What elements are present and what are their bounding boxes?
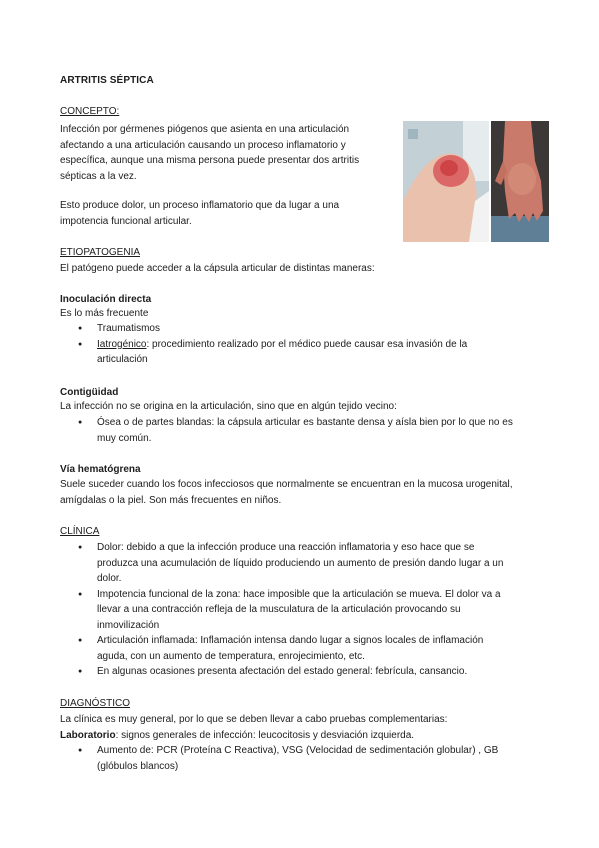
etiopatogenia-heading: ETIOPATOGENIA <box>60 247 141 258</box>
hematogena-paragraph <box>60 477 513 508</box>
laboratorio-label: Laboratorio <box>60 730 116 741</box>
list-item <box>78 540 503 587</box>
clinica-list <box>78 540 503 680</box>
inoculacion-text: Es lo más frecuente <box>60 308 149 319</box>
contiguidad-list <box>78 415 513 446</box>
inoculacion-heading: Inoculación directa <box>60 294 152 305</box>
list-item <box>78 415 513 446</box>
concepto-paragraph <box>60 122 359 184</box>
hematogena-line: amígdalas o la piel. Son más frecuentes en niños. <box>60 494 282 506</box>
concepto-line: Esto produce dolor, un proceso inflamatorio que da lugar a una <box>60 200 340 211</box>
list-item <box>78 743 498 774</box>
list-item-text: produzca una acumulación de líquido produciendo un aumento de presión dando lugar a un <box>97 557 504 569</box>
list-item-text: : procedimiento realizado por el médico puede causar esa invasión de la <box>146 338 468 350</box>
laboratorio-text: : signos generales de infección: leucocitosis y desviación izquierda. <box>115 730 415 741</box>
clinical-photos <box>403 121 549 242</box>
diagnostico-list <box>78 743 498 774</box>
concepto-line: Infección por gérmenes piógenos que asienta en una articulación <box>60 124 350 135</box>
clinica-heading: CLÍNICA <box>60 526 100 537</box>
document-title: ARTRITIS SÉPTICA <box>60 75 154 86</box>
laboratorio-line <box>60 728 414 744</box>
concepto-line: afectando a una articulación causando un proceso inflamatorio y <box>60 139 346 151</box>
list-item <box>78 321 467 337</box>
inoculacion-list <box>78 321 467 368</box>
list-item-text: llevar a una contracción refleja de la musculatura de la articulación provocando su <box>97 604 461 615</box>
list-item <box>78 664 503 680</box>
list-item-text: dolor. <box>97 573 122 584</box>
contiguidad-heading: Contigüidad <box>60 387 119 398</box>
hematogena-heading: Vía hematógrena <box>60 464 141 475</box>
etiopatogenia-intro: El patógeno puede acceder a la cápsula articular de distintas maneras: <box>60 263 375 274</box>
list-item <box>78 633 503 664</box>
concepto-heading: CONCEPTO: <box>60 106 120 117</box>
list-item-text: Aumento de: PCR (Proteína C Reactiva), VSG (Velocidad de sedimentación globular) , GB <box>97 745 499 756</box>
contiguidad-text: La infección no se origina en la articulación, sino que en algún tejido vecino: <box>60 401 397 412</box>
list-item <box>78 587 503 634</box>
concepto-paragraph-2 <box>60 198 339 229</box>
list-item-text: articulación <box>97 354 148 365</box>
list-item-text: inmovilización <box>97 619 160 631</box>
diagnostico-intro: La clínica es muy general, por lo que se deben llevar a cabo pruebas complementarias: <box>60 714 448 725</box>
list-item-text: muy común. <box>97 432 152 444</box>
hematogena-line: Suele suceder cuando los focos infecciosos que normalmente se encuentran en la mucosa urogenital, <box>60 479 513 490</box>
list-item-text: aguda, con un aumento de temperatura, enrojecimiento, etc. <box>97 650 365 662</box>
concepto-line: impotencia funcional articular. <box>60 215 192 227</box>
list-item-text: Ósea o de partes blandas: la cápsula articular es bastante densa y aísla bien por lo que no es <box>97 417 513 428</box>
list-item-text: En algunas ocasiones presenta afectación del estado general: febrícula, cansancio. <box>97 666 468 677</box>
list-item-text: Impotencia funcional de la zona: hace imposible que la articulación se mueva. El dolor va a <box>97 588 501 600</box>
swollen-hand-photo <box>491 121 549 242</box>
concepto-line: específica, aunque una misma persona puede presentar dos artritis <box>60 155 360 166</box>
diagnostico-heading: DIAGNÓSTICO <box>60 698 131 709</box>
list-item-text: Articulación inflamada: Inflamación intensa dando lugar a signos locales de inflamación <box>97 635 484 646</box>
swollen-knee-photo <box>403 121 489 242</box>
list-item-text: Dolor: debido a que la infección produce una reacción inflamatoria y eso hace que se <box>97 542 475 553</box>
list-item-text: (glóbulos blancos) <box>97 760 179 772</box>
iatrogenico-term: Iatrogénico <box>97 338 147 350</box>
concepto-line: sépticas a la vez. <box>60 170 137 182</box>
list-item <box>78 337 467 368</box>
list-item-text: Traumatismos <box>97 323 160 334</box>
